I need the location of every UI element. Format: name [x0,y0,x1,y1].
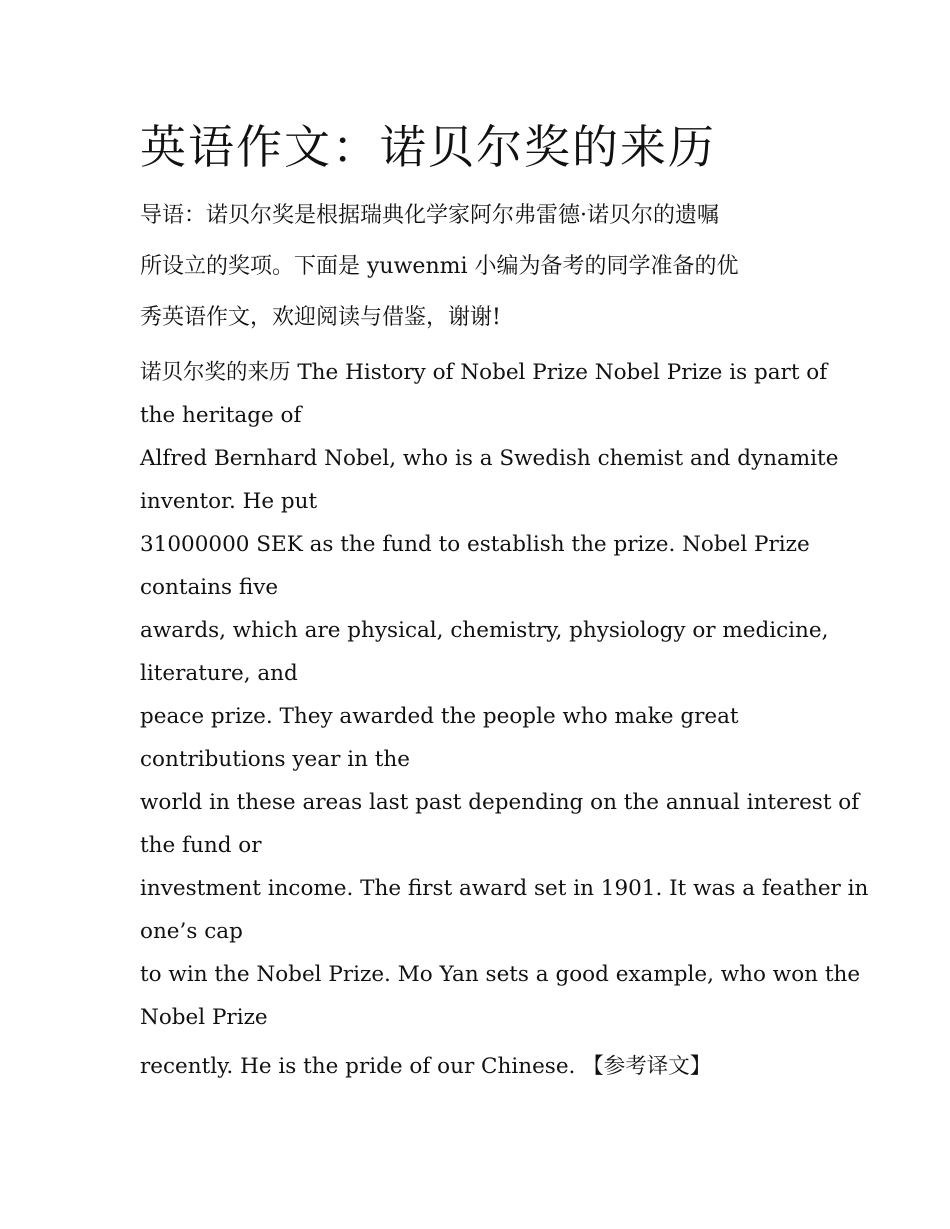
essay-line: investment income. The first award set in 1901. It was a feather in [140,876,869,901]
essay-line: contributions year in the [140,747,410,772]
page-title: 英语作文：诺贝尔奖的来历 [140,120,716,174]
essay-line: recently. He is the pride of our Chinese. 【参考译文】 [140,1054,712,1079]
essay-line: the fund or [140,833,262,858]
essay-line: contains five [140,575,279,600]
essay-body [140,351,869,1088]
essay-line: to win the Nobel Prize. Mo Yan sets a good example, who won the [140,962,861,987]
intro-paragraph [140,190,820,343]
essay-line: peace prize. They awarded the people who make great [140,704,739,729]
document-page [140,112,869,1088]
essay-line: 31000000 SEK as the fund to establish the prize. Nobel Prize [140,532,810,557]
essay-line: inventor. He put [140,489,318,514]
essay-line: 诺贝尔奖的来历 The History of Nobel Prize Nobel Prize is part of [140,360,828,385]
intro-line: 导语：诺贝尔奖是根据瑞典化学家阿尔弗雷德·诺贝尔的遗嘱 [140,203,719,228]
essay-line: awards, which are physical, chemistry, physiology or medicine, [140,618,829,643]
essay-line: literature, and [140,661,298,686]
essay-line: world in these areas last past depending on the annual interest of [140,790,860,815]
essay-line: Alfred Bernhard Nobel, who is a Swedish chemist and dynamite [140,446,839,471]
intro-line: 所设立的奖项。下面是 yuwenmi 小编为备考的同学准备的优 [140,254,739,279]
essay-line: the heritage of [140,403,302,428]
intro-line: 秀英语作文，欢迎阅读与借鉴，谢谢! [140,305,501,330]
essay-line: Nobel Prize [140,1005,268,1030]
essay-line: one’s cap [140,919,243,944]
